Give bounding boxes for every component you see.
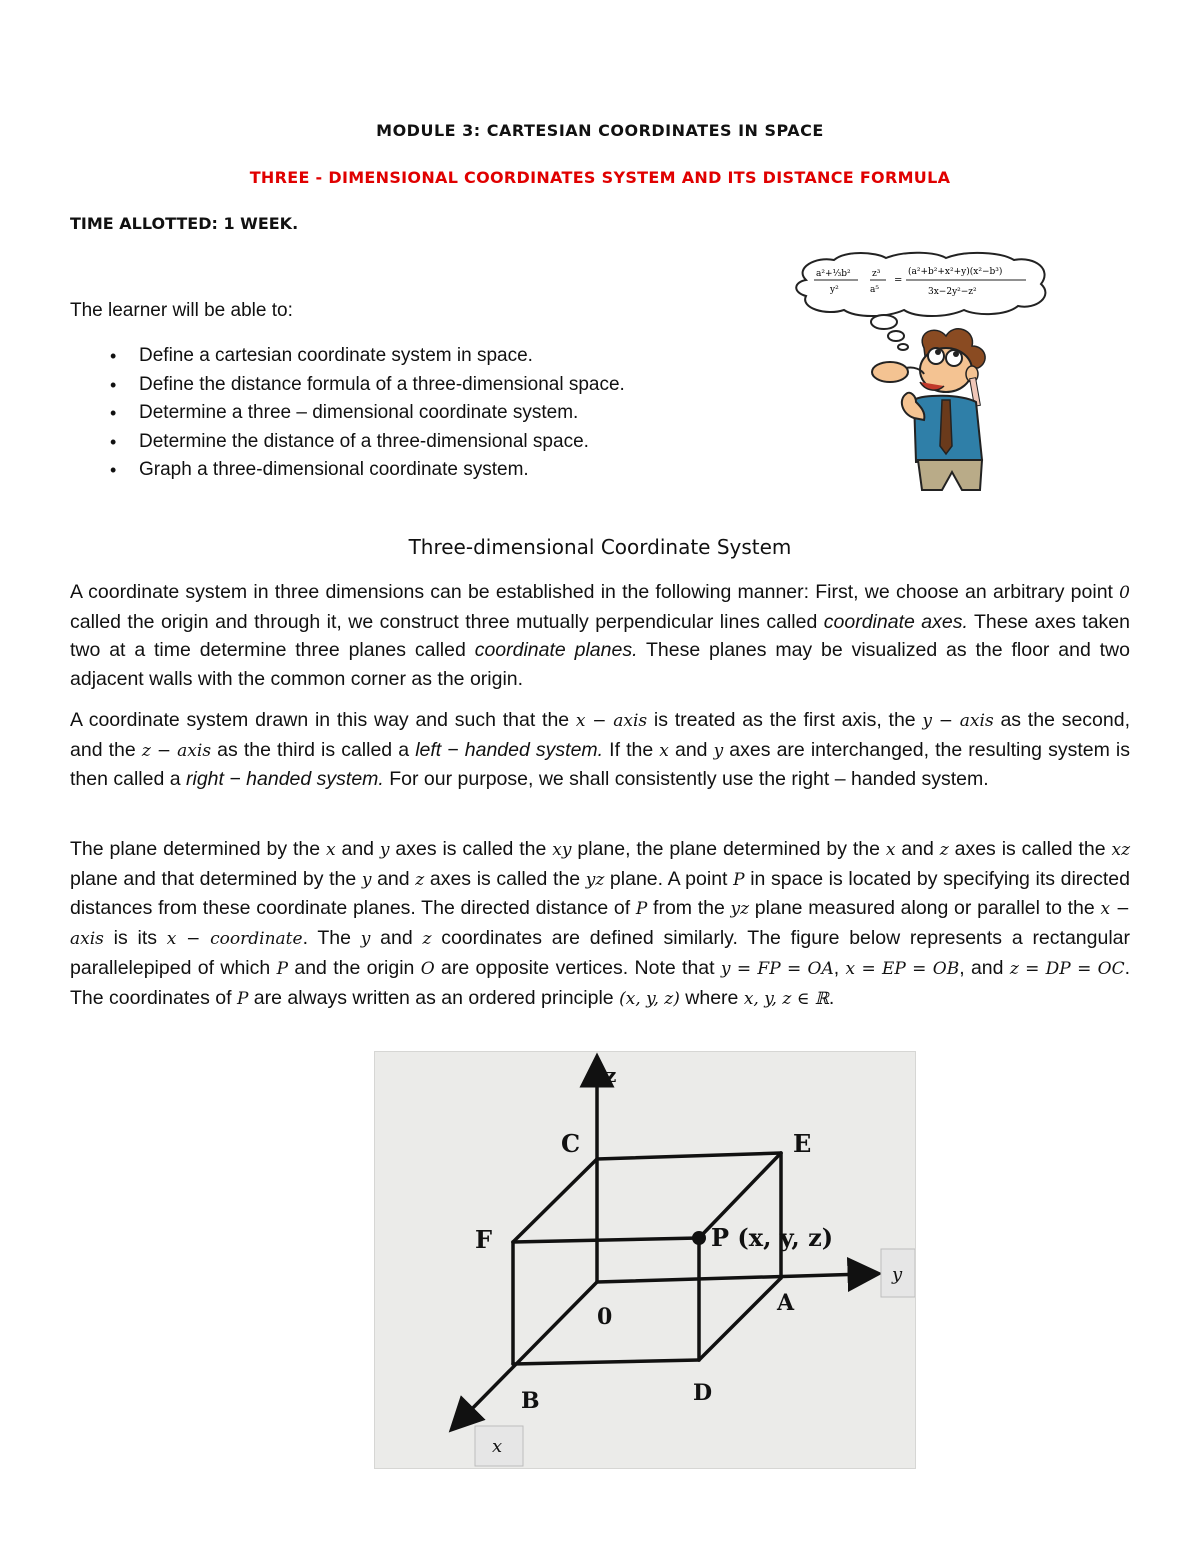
list-item: • Determine the distance of a three-dimensional space. <box>70 428 625 457</box>
list-item: • Determine a three – dimensional coordinate system. <box>70 399 625 428</box>
objectives-list <box>70 342 625 485</box>
label-O: 0 <box>597 1304 613 1330</box>
formula-right-num: (a²+b²+x²+y)(x²−b³) <box>908 267 1003 277</box>
formula-mid-num: z³ <box>872 269 881 279</box>
x-box-label: x <box>492 1436 503 1457</box>
paragraph-3: The plane determined by the x and y axes is called the xy plane, the plane determined by the x and z axes is called the xz plane and that determined by the y and z axes is called the yz plane. A point P in space is located by specifying its directed distances from these coordinate planes. The directed distance of P from the yz plane measured along or parallel to the x − axis is its x − coordinate. The y and z coordinates are defined similarly. The figure below represents a rectangular parallelepiped of which P and the origin O are opposite vertices. Note that y = FP = OA, x = EP = OB, and z = DP = OC. The coordinates of P are always written as an ordered principle (x, y, z) where x, y, z ∈ ℝ. <box>70 838 1131 1009</box>
y-axis-line <box>597 1274 865 1282</box>
list-item: • Define the distance formula of a three-dimensional space. <box>70 371 625 400</box>
page-subtitle: THREE - DIMENSIONAL COORDINATES SYSTEM AND ITS DISTANCE FORMULA <box>249 168 951 187</box>
label-C: C <box>561 1129 581 1158</box>
label-B: B <box>521 1388 540 1414</box>
label-P: P (x, y, z) <box>711 1223 834 1252</box>
paragraph-2: A coordinate system drawn in this way and such that the x − axis is treated as the first axis, the y − axis as the second, and the z − axis as the third is called a left − handed system. If the x and y axes are interchanged, the resulting system is then called a right − handed system. For our purpose, we shall consistently use the right – handed system. <box>70 709 1131 791</box>
formula-left-num: a²+⅓b² <box>816 269 851 279</box>
paragraph-1: A coordinate system in three dimensions can be established in the following manner: First, we choose an arbitrary point 0 called the origin and through it, we construct three mutually perpendicular lines called coordinate axes. These axes taken two at a time determine three planes called coordinate planes. These planes may be visualized as the floor and two adjacent walls with the common corner as the origin. <box>70 581 1130 691</box>
list-item: • Graph a three-dimensional coordinate system. <box>70 456 625 485</box>
label-E: E <box>793 1129 812 1158</box>
formula-right-den: 3x−2y²−z² <box>928 287 977 297</box>
page-title: MODULE 3: CARTESIAN COORDINATES IN SPACE <box>376 121 824 140</box>
coordinate-figure <box>374 1051 916 1469</box>
time-allotted: TIME ALLOTTED: 1 WEEK. <box>70 214 299 233</box>
section-heading: Three-dimensional Coordinate System <box>408 535 792 559</box>
list-item: • Define a cartesian coordinate system in space. <box>70 342 625 371</box>
thinking-cartoon-image <box>786 250 1056 500</box>
formula-left-den: y² <box>830 285 839 295</box>
label-D: D <box>693 1380 713 1406</box>
objectives-intro: The learner will be able to: <box>70 300 293 321</box>
label-z: z <box>605 1063 617 1087</box>
label-F: F <box>475 1225 493 1254</box>
formula-equals: = <box>894 275 903 286</box>
formula-mid-den: a⁵ <box>870 285 879 295</box>
label-A: A <box>777 1290 795 1316</box>
y-box-label: y <box>892 1264 903 1285</box>
point-P <box>692 1231 706 1245</box>
